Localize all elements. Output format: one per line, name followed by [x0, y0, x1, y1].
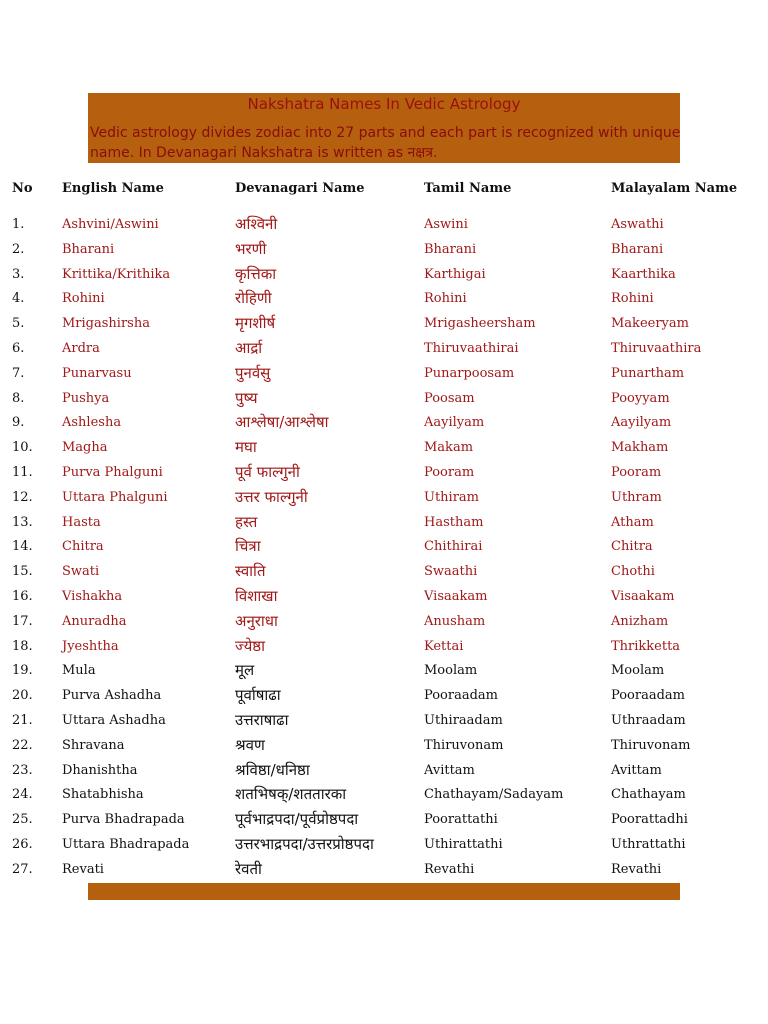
tamil-name-cell: Anusham	[424, 613, 486, 629]
row-number: 11.	[12, 465, 33, 480]
devanagari-name-cell: आश्लेषा/आश्लेषा	[235, 413, 329, 432]
table-row	[0, 712, 768, 736]
malayalam-name-cell: Visaakam	[611, 589, 675, 604]
table-row	[0, 390, 768, 414]
row-number: 21.	[12, 713, 33, 728]
english-name-cell: Hasta	[62, 514, 101, 530]
english-name-cell: Purva Bhadrapada	[62, 812, 185, 828]
tamil-name-cell: Karthigai	[424, 266, 486, 282]
tamil-name-cell: Revathi	[424, 861, 475, 877]
row-number: 4.	[12, 291, 25, 307]
devanagari-name-cell: स्वाति	[235, 562, 266, 581]
devanagari-name-cell: रेवती	[235, 859, 262, 878]
english-name-cell: Ashlesha	[62, 415, 122, 431]
devanagari-name-cell: उत्तराषाढा	[235, 711, 289, 729]
malayalam-name-cell: Kaarthika	[611, 266, 676, 282]
table-row	[0, 588, 768, 612]
devanagari-name-cell: पूर्वभाद्रपदा/पूर्वप्रोष्ठपदा	[235, 810, 359, 829]
table-row	[0, 266, 768, 290]
malayalam-name-cell: Avittam	[611, 762, 662, 778]
malayalam-name-cell: Uthram	[611, 489, 662, 505]
table-row	[0, 836, 768, 860]
devanagari-name-cell: चित्रा	[235, 537, 261, 556]
malayalam-name-cell: Rohini	[611, 291, 654, 307]
malayalam-name-cell: Thiruvonam	[611, 737, 691, 753]
english-name-cell: Vishakha	[62, 589, 123, 604]
english-name-cell: Shatabhisha	[62, 787, 144, 803]
table-row	[0, 514, 768, 538]
table-row	[0, 216, 768, 240]
row-number: 20.	[12, 688, 33, 704]
tamil-name-cell: Thiruvonam	[424, 737, 504, 753]
devanagari-name-cell: श्रवण	[235, 735, 265, 754]
tamil-name-cell: Uthiraadam	[424, 713, 503, 728]
header-malayalam-name: Malayalam Name	[611, 181, 738, 196]
table-row	[0, 638, 768, 662]
english-name-cell: Rohini	[62, 291, 105, 307]
malayalam-name-cell: Moolam	[611, 663, 665, 679]
devanagari-name-cell: ज्येष्ठा	[235, 636, 266, 655]
tamil-name-cell: Pooraadam	[424, 688, 498, 704]
devanagari-name-cell: पुनर्वसु	[235, 363, 271, 382]
english-name-cell: Krittika/Krithika	[62, 266, 171, 282]
header-tamil-name: Tamil Name	[424, 181, 512, 196]
english-name-cell: Punarvasu	[62, 365, 132, 381]
row-number: 2.	[12, 241, 25, 257]
english-name-cell: Mula	[62, 663, 96, 679]
devanagari-name-cell: श्रविष्ठा/धनिष्ठा	[235, 760, 310, 779]
table-row	[0, 662, 768, 686]
table-row	[0, 489, 768, 513]
devanagari-name-cell: हस्त	[235, 512, 258, 531]
row-number: 5.	[12, 316, 25, 332]
table-row	[0, 464, 768, 488]
row-number: 9.	[12, 415, 25, 431]
table-row	[0, 439, 768, 463]
banner-description: Vedic astrology divides zodiac into 27 parts and each part is recognized with unique name. In Devanagari Nakshatra is written as नक्षत्र.	[90, 125, 681, 161]
header-english-name: English Name	[62, 181, 164, 196]
row-number: 26.	[12, 837, 33, 852]
english-name-cell: Ardra	[62, 341, 100, 356]
devanagari-name-cell: विशाखा	[235, 587, 278, 605]
row-number: 12.	[12, 489, 33, 505]
devanagari-name-cell: कृत्तिका	[235, 264, 277, 283]
tamil-name-cell: Makam	[424, 440, 474, 456]
row-number: 7.	[12, 365, 25, 381]
english-name-cell: Ashvini/Aswini	[62, 217, 159, 232]
english-name-cell: Dhanishtha	[62, 762, 138, 778]
row-number: 19.	[12, 663, 33, 679]
row-number: 16.	[12, 589, 33, 604]
malayalam-name-cell: Revathi	[611, 861, 662, 877]
table-row	[0, 613, 768, 637]
malayalam-name-cell: Uthraadam	[611, 713, 686, 728]
tamil-name-cell: Punarpoosam	[424, 365, 515, 381]
tamil-name-cell: Poorattathi	[424, 812, 498, 828]
table-row	[0, 315, 768, 339]
tamil-name-cell: Mrigasheersham	[424, 316, 536, 332]
devanagari-name-cell: अनुराधा	[235, 611, 278, 630]
row-number: 17.	[12, 613, 33, 629]
malayalam-name-cell: Atham	[611, 514, 654, 530]
row-number: 27.	[12, 861, 33, 877]
english-name-cell: Revati	[62, 861, 104, 877]
table-row	[0, 241, 768, 265]
devanagari-name-cell: उत्तरभाद्रपदा/उत्तरप्रोष्ठपदा	[235, 835, 374, 853]
devanagari-name-cell: आर्द्रा	[235, 339, 263, 357]
malayalam-name-cell: Chathayam	[611, 787, 686, 803]
malayalam-name-cell: Aayilyam	[611, 415, 672, 431]
tamil-name-cell: Thiruvaathirai	[424, 341, 519, 356]
tamil-name-cell: Uthirattathi	[424, 837, 503, 852]
english-name-cell: Anuradha	[62, 613, 127, 629]
malayalam-name-cell: Makeeryam	[611, 316, 689, 332]
english-name-cell: Purva Phalguni	[62, 465, 163, 480]
tamil-name-cell: Aswini	[424, 217, 468, 232]
english-name-cell: Magha	[62, 440, 108, 456]
devanagari-name-cell: उत्तर फाल्गुनी	[235, 487, 308, 506]
malayalam-name-cell: Pooyyam	[611, 390, 670, 406]
malayalam-name-cell: Chothi	[611, 564, 655, 580]
tamil-name-cell: Pooram	[424, 465, 475, 480]
table-row	[0, 563, 768, 587]
english-name-cell: Swati	[62, 564, 100, 580]
tamil-name-cell: Avittam	[424, 762, 475, 778]
malayalam-name-cell: Punartham	[611, 365, 685, 381]
english-name-cell: Uttara Bhadrapada	[62, 837, 190, 852]
malayalam-name-cell: Makham	[611, 440, 669, 456]
table-row	[0, 538, 768, 562]
tamil-name-cell: Chathayam/Sadayam	[424, 787, 564, 803]
malayalam-name-cell: Aswathi	[611, 217, 664, 232]
malayalam-name-cell: Pooraadam	[611, 688, 685, 704]
tamil-name-cell: Kettai	[424, 638, 464, 654]
row-number: 18.	[12, 638, 33, 654]
english-name-cell: Uttara Ashadha	[62, 713, 166, 728]
malayalam-name-cell: Thrikketta	[611, 638, 681, 654]
header-no: No	[12, 181, 33, 196]
tamil-name-cell: Hastham	[424, 514, 484, 530]
english-name-cell: Shravana	[62, 737, 125, 753]
row-number: 14.	[12, 539, 33, 555]
row-number: 1.	[12, 217, 25, 232]
row-number: 25.	[12, 812, 33, 828]
row-number: 24.	[12, 787, 33, 803]
malayalam-name-cell: Uthrattathi	[611, 837, 686, 852]
malayalam-name-cell: Poorattadhi	[611, 812, 688, 828]
table-row	[0, 762, 768, 786]
table-row	[0, 737, 768, 761]
table-row	[0, 340, 768, 364]
tamil-name-cell: Uthiram	[424, 489, 480, 505]
devanagari-name-cell: पुष्य	[235, 388, 258, 407]
row-number: 13.	[12, 514, 33, 530]
tamil-name-cell: Visaakam	[424, 589, 488, 604]
tamil-name-cell: Moolam	[424, 663, 478, 679]
header-devanagari-name: Devanagari Name	[235, 181, 365, 196]
tamil-name-cell: Poosam	[424, 390, 475, 406]
table-row	[0, 290, 768, 314]
devanagari-name-cell: रोहिणी	[235, 289, 272, 308]
row-number: 23.	[12, 762, 33, 778]
devanagari-name-cell: मघा	[235, 438, 257, 457]
footer-bar	[88, 883, 680, 900]
malayalam-name-cell: Thiruvaathira	[611, 341, 702, 356]
malayalam-name-cell: Pooram	[611, 465, 662, 480]
table-row	[0, 687, 768, 711]
table-row	[0, 414, 768, 438]
devanagari-name-cell: पूर्व फाल्गुनी	[235, 463, 300, 481]
table-row	[0, 786, 768, 810]
devanagari-name-cell: भरणी	[235, 239, 267, 258]
devanagari-name-cell: मृगशीर्ष	[235, 314, 276, 333]
row-number: 15.	[12, 564, 33, 580]
devanagari-name-cell: मूल	[235, 661, 255, 680]
table-row	[0, 365, 768, 389]
english-name-cell: Jyeshtha	[62, 638, 119, 654]
devanagari-name-cell: शतभिषक्/शततारका	[235, 785, 347, 804]
malayalam-name-cell: Anizham	[611, 613, 669, 629]
malayalam-name-cell: Chitra	[611, 539, 653, 555]
page-title: Nakshatra Names In Vedic Astrology	[247, 95, 521, 113]
row-number: 8.	[12, 390, 25, 406]
english-name-cell: Uttara Phalguni	[62, 489, 168, 505]
tamil-name-cell: Swaathi	[424, 564, 478, 580]
tamil-name-cell: Aayilyam	[424, 415, 485, 431]
tamil-name-cell: Chithirai	[424, 539, 483, 555]
devanagari-name-cell: अश्विनी	[235, 215, 278, 233]
row-number: 3.	[12, 266, 25, 282]
english-name-cell: Bharani	[62, 241, 115, 257]
english-name-cell: Mrigashirsha	[62, 316, 150, 332]
tamil-name-cell: Bharani	[424, 241, 477, 257]
devanagari-name-cell: पूर्वाषाढा	[235, 686, 281, 705]
tamil-name-cell: Rohini	[424, 291, 467, 307]
malayalam-name-cell: Bharani	[611, 241, 664, 257]
row-number: 10.	[12, 440, 33, 456]
row-number: 22.	[12, 737, 33, 753]
row-number: 6.	[12, 341, 25, 356]
english-name-cell: Pushya	[62, 390, 110, 406]
english-name-cell: Chitra	[62, 539, 104, 555]
table-row	[0, 861, 768, 885]
table-row	[0, 811, 768, 835]
english-name-cell: Purva Ashadha	[62, 688, 162, 704]
